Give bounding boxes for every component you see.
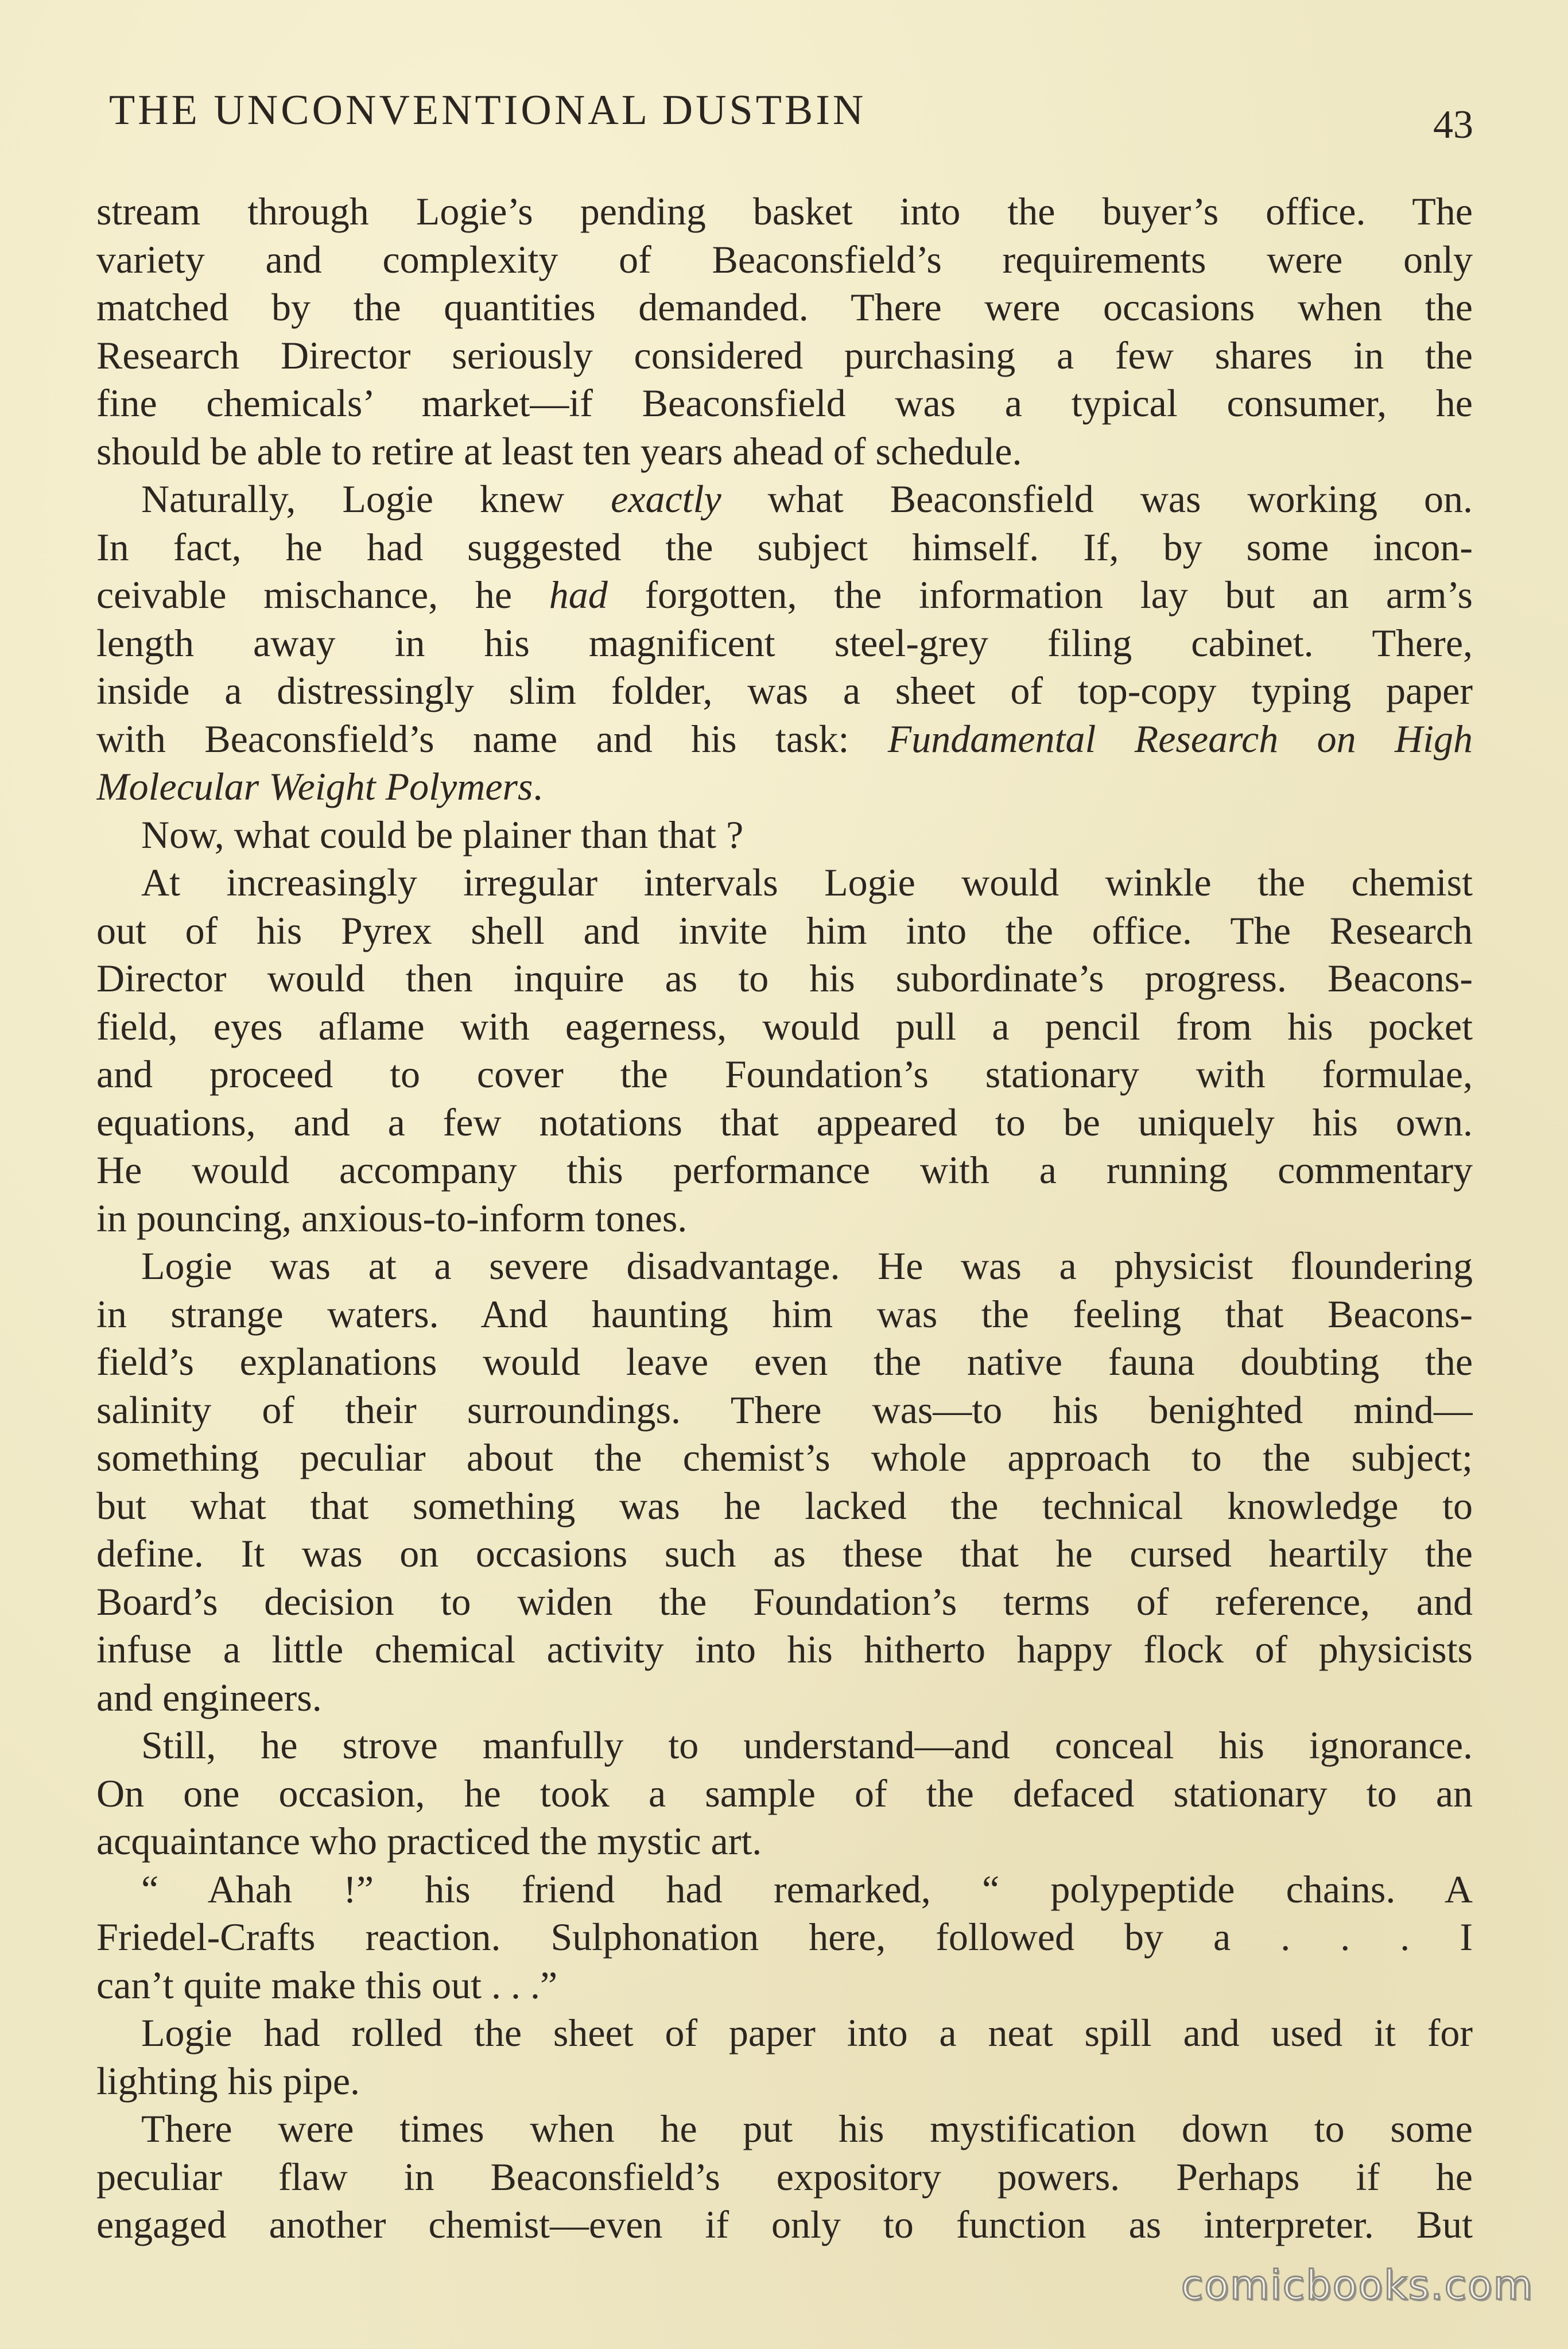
text-line: Still, he strove manfully to understand—and conceal his ignorance. xyxy=(141,1723,1473,1767)
text-line: ceivable mischance, he had forgotten, the information lay but an arm’s xyxy=(96,573,1473,617)
text-line: field, eyes aflame with eagerness, would pull a pencil from his pocket xyxy=(96,1004,1473,1048)
text-line: inside a distressingly slim folder, was a sheet of top-copy typing paper xyxy=(96,669,1473,712)
running-head: THE UNCONVENTIONAL DUSTBIN xyxy=(109,87,867,134)
text-line: Logie had rolled the sheet of paper into a neat spill and used it for xyxy=(141,2011,1473,2055)
text-line: define. It was on occasions such as these that he cursed heartily the xyxy=(96,1532,1473,1575)
text-line: in pouncing, anxious-to-inform tones. xyxy=(96,1196,688,1240)
text-line: in strange waters. And haunting him was the feeling that Beacons- xyxy=(96,1292,1473,1336)
text-line: equations, and a few notations that appeared to be uniquely his own. xyxy=(96,1100,1473,1144)
text-line: out of his Pyrex shell and invite him into the office. The Research xyxy=(96,908,1473,952)
text-line: variety and complexity of Beaconsfield’s requirements were only xyxy=(96,237,1473,281)
text-line: and proceed to cover the Foundation’s stationary with formulae, xyxy=(96,1052,1473,1096)
text-line: salinity of their surroundings. There was—to his benighted mind— xyxy=(96,1387,1473,1432)
page-number: 43 xyxy=(1433,103,1473,147)
text-line: Naturally, Logie knew exactly what Beaconsfield was working on. xyxy=(141,477,1473,521)
text-line: There were times when he put his mystification down to some xyxy=(141,2107,1473,2150)
text-line: He would accompany this performance with a running commentary xyxy=(96,1148,1473,1192)
text-line: Molecular Weight Polymers. xyxy=(96,765,543,808)
text-line: can’t quite make this out . . .” xyxy=(96,1963,558,2007)
text-line: On one occasion, he took a sample of the defaced stationary to an xyxy=(96,1771,1473,1815)
body-text xyxy=(96,188,1473,2249)
text-line: Board’s decision to widen the Foundation’s terms of reference, and xyxy=(96,1579,1473,1623)
text-line: but what that something was he lacked the technical knowledge to xyxy=(96,1483,1473,1528)
text-line: acquaintance who practiced the mystic art. xyxy=(96,1819,762,1863)
text-line: Friedel-Crafts reaction. Sulphonation here, followed by a . . . I xyxy=(96,1915,1473,1959)
text-line: length away in his magnificent steel-grey filing cabinet. There, xyxy=(96,621,1473,665)
text-line: something peculiar about the chemist’s whole approach to the subject; xyxy=(96,1436,1473,1479)
watermark-logo: comicbooks.com xyxy=(1181,2262,1534,2309)
text-line: infuse a little chemical activity into his hitherto happy flock of physicists xyxy=(96,1627,1473,1671)
text-line: fine chemicals’ market—if Beaconsfield was a typical consumer, he xyxy=(96,381,1473,425)
text-line: Director would then inquire as to his subordinate’s progress. Beacons- xyxy=(96,956,1473,1000)
text-line: Logie was at a severe disadvantage. He was a physicist floundering xyxy=(141,1244,1473,1288)
text-line: Now, what could be plainer than that ? xyxy=(141,812,744,856)
text-line: field’s explanations would leave even the native fauna doubting the xyxy=(96,1340,1473,1383)
text-line: and engineers. xyxy=(96,1675,322,1719)
text-line: matched by the quantities demanded. There were occasions when the xyxy=(96,285,1473,329)
text-line: peculiar flaw in Beaconsfield’s expository powers. Perhaps if he xyxy=(96,2154,1473,2199)
text-line: should be able to retire at least ten years ahead of schedule. xyxy=(96,429,1022,473)
text-line: engaged another chemist—even if only to function as interpreter. But xyxy=(96,2203,1473,2246)
text-line: At increasingly irregular intervals Logie would winkle the chemist xyxy=(141,860,1473,904)
text-line: stream through Logie’s pending basket into the buyer’s office. The xyxy=(96,189,1473,233)
text-line: lighting his pipe. xyxy=(96,2059,360,2103)
text-line: with Beaconsfield’s name and his task: Fundamental Research on High xyxy=(96,716,1473,761)
text-line: In fact, he had suggested the subject himself. If, by some incon- xyxy=(96,525,1473,569)
text-line: “ Ahah !” his friend had remarked, “ polypeptide chains. A xyxy=(141,1867,1473,1911)
text-line: Research Director seriously considered purchasing a few shares in the xyxy=(96,333,1473,377)
